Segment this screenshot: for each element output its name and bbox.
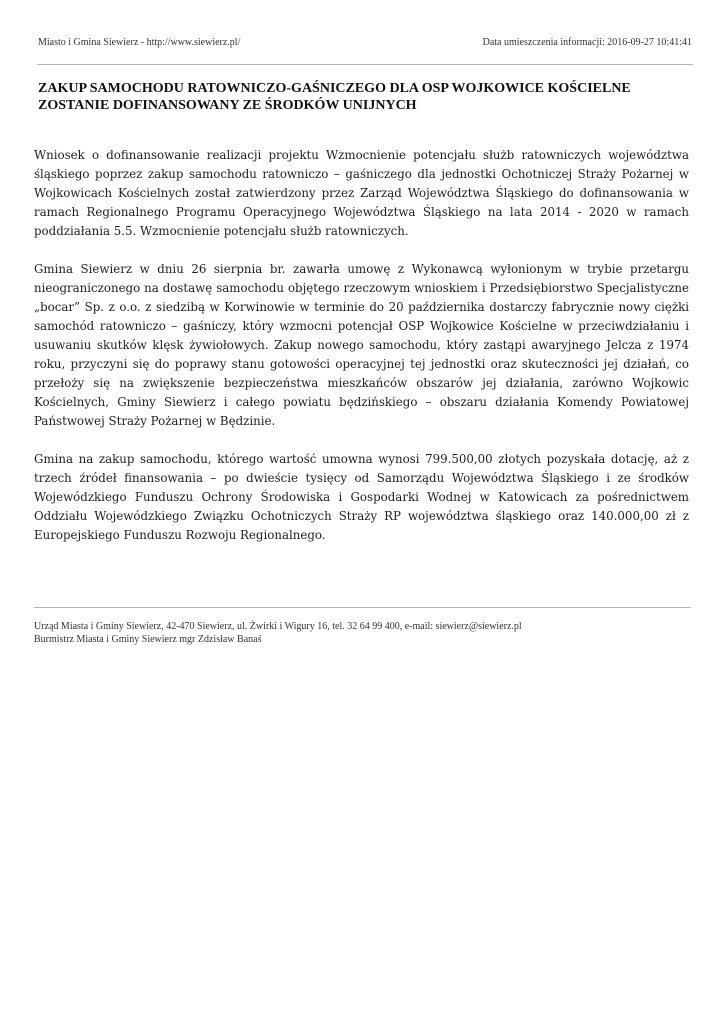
article-paragraph-1: Wniosek o dofinansowanie realizacji projektu Wzmocnienie potencjału służb ratowniczych województwa śląskiego poprzez zakup samochodu ratowniczo – gaśniczego dla jednostki Ochotniczej Straży Pożarnej w Wojkowicach Kościelnych został zatwierdzony przez Zarząd Województwa Śląskiego do dofinansowania w ramach Regionalnego Programu Operacyjnego Województwa Śląskiego na lata 2014 - 2020 w ramach poddziałania 5.5. Wzmocnienie potencjału służb ratowniczych. xyxy=(34,148,689,238)
publication-date: Data umieszczenia informacji: 2016-09-27 10:41:41 xyxy=(482,37,692,48)
header-divider xyxy=(37,64,693,65)
article-title: ZAKUP SAMOCHODU RATOWNICZO-GAŚNICZEGO DLA OSP WOJKOWICE KOŚCIELNE ZOSTANIE DOFINANSOWANY ZE ŚRODKÓW UNIJNYCH xyxy=(38,81,631,113)
footer-mayor: Burmistrz Miasta i Gminy Siewierz mgr Zdzisław Banaś xyxy=(34,634,262,645)
site-url-label: Miasto i Gmina Siewierz - http://www.siewierz.pl/ xyxy=(38,37,241,48)
article-body xyxy=(34,146,689,564)
page-footer xyxy=(34,620,522,646)
footer-address: Urząd Miasta i Gminy Siewierz, 42-470 Siewierz, ul. Żwirki i Wigury 16, tel. 32 64 99 400, e-mail: siewierz@siewierz.pl xyxy=(34,621,522,632)
footer-divider xyxy=(34,607,691,608)
article-paragraph-3: Gmina na zakup samochodu, którego wartość umowna wynosi 799.500,00 złotych pozyskała dotację, aż z trzech źródeł finansowania – po dwieście tysięcy od Samorządu Województwa Śląskiego i ze środków Wojewódzkiego Funduszu Ochrony Środowiska i Gospodarki Wodnej w Katowicach za pośrednictwem Oddziału Wojewódzkiego Związku Ochotniczych Straży RP województwa śląskiego oraz 140.000,00 zł z Europejskiego Funduszu Rozwoju Regionalnego. xyxy=(34,452,689,542)
article-paragraph-2: Gmina Siewierz w dniu 26 sierpnia br. zawarła umowę z Wykonawcą wyłonionym w trybie przetargu nieograniczonego na dostawę samochodu objętego rzeczowym wnioskiem i Przedsiębiorstwo Specjalistyczne „bocar” Sp. z o.o. z siedzibą w Korwinowie w terminie do 20 października dostarczy fabrycznie nowy ciężki samochód ratowniczo – gaśniczy, który wzmocni potencjał OSP Wojkowice Kościelne w przeciwdziałaniu i usuwaniu skutków klęsk żywiołowych. Zakup nowego samochodu, który zastąpi awaryjnego Jelcza z 1974 roku, przyczyni się do poprawy stanu gotowości operacyjnej tej jednostki oraz skuteczności jej działań, co przełoży się na zwiększenie bezpieczeństwa mieszkańców obszarów jej działania, zarówno Wojkowic Kościelnych, Gminy Siewierz i całego powiatu będzińskiego – obszaru działania Komendy Powiatowej Państwowej Straży Pożarnej w Będzinie. xyxy=(34,262,689,428)
page-header xyxy=(38,37,692,53)
